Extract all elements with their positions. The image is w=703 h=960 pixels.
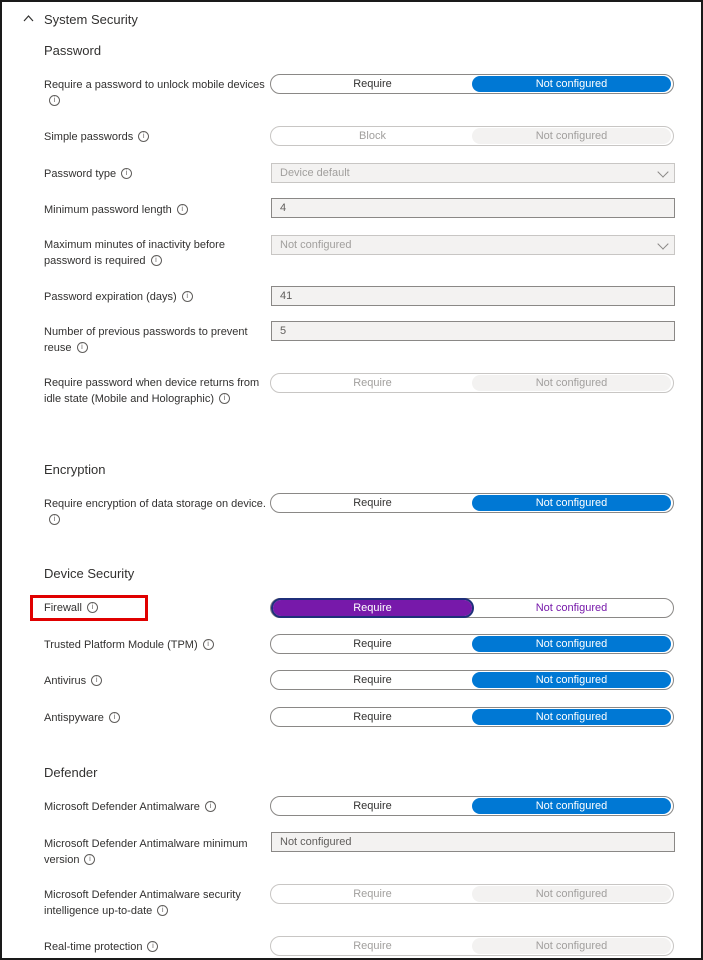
password-heading: Password xyxy=(44,43,102,58)
tpm-label: Trusted Platform Module (TPM) i xyxy=(44,637,266,653)
require-option[interactable]: Require xyxy=(353,800,392,812)
max-inactivity-value: Not configured xyxy=(280,239,352,251)
not-configured-option: Not configured xyxy=(472,128,671,144)
require-option: Require xyxy=(353,888,392,900)
password-type-label: Password type i xyxy=(44,166,266,182)
not-configured-option[interactable]: Not configured xyxy=(472,672,671,688)
antispyware-toggle[interactable] xyxy=(270,707,674,727)
require-idle-toggle xyxy=(270,373,674,393)
info-icon[interactable]: i xyxy=(205,801,216,812)
not-configured-option: Not configured xyxy=(472,938,671,954)
info-icon[interactable]: i xyxy=(138,131,149,142)
defender-antimalware-label: Microsoft Defender Antimalware i xyxy=(44,799,266,815)
antispyware-label: Antispyware i xyxy=(44,710,266,726)
not-configured-option[interactable]: Not configured xyxy=(472,798,671,814)
require-option[interactable]: Require xyxy=(273,600,472,616)
not-configured-option[interactable]: Not configured xyxy=(472,709,671,725)
require-password-toggle[interactable] xyxy=(270,74,674,94)
defender-heading: Defender xyxy=(44,765,98,780)
require-option: Require xyxy=(353,377,392,389)
firewall-toggle[interactable] xyxy=(270,598,674,618)
info-icon[interactable]: i xyxy=(177,204,188,215)
password-type-dropdown xyxy=(271,163,675,183)
defender-min-version-label: Microsoft Defender Antimalware minimum version i xyxy=(44,838,248,866)
info-icon[interactable]: i xyxy=(87,602,98,613)
realtime-protection-label: Real-time protection i xyxy=(44,939,266,955)
encryption-heading: Encryption xyxy=(44,462,106,477)
defender-antimalware-toggle[interactable] xyxy=(270,796,674,816)
defender-security-intel-label: Microsoft Defender Antimalware security intelligence up-to-date i xyxy=(44,889,241,917)
info-icon[interactable]: i xyxy=(151,255,162,266)
section-title: System Security xyxy=(44,11,138,27)
previous-passwords-label: Number of previous passwords to prevent reuse i xyxy=(44,326,248,354)
simple-passwords-label: Simple passwords i xyxy=(44,129,266,145)
info-icon[interactable]: i xyxy=(91,675,102,686)
antivirus-label: Antivirus i xyxy=(44,673,266,689)
require-password-label: Require a password to unlock mobile devicesi xyxy=(44,79,265,104)
not-configured-option[interactable]: Not configured xyxy=(472,76,671,92)
simple-passwords-toggle xyxy=(270,126,674,146)
defender-min-version-input[interactable]: Not configured xyxy=(271,832,675,852)
min-length-label: Minimum password length i xyxy=(44,202,266,218)
info-icon[interactable]: i xyxy=(121,168,132,179)
info-icon[interactable]: i xyxy=(182,291,193,302)
require-option[interactable]: Require xyxy=(353,711,392,723)
chevron-up-icon[interactable] xyxy=(22,13,34,25)
encryption-label: Require encryption of data storage on device.i xyxy=(44,498,266,523)
not-configured-option: Not configured xyxy=(472,375,671,391)
firewall-label: Firewall i xyxy=(44,600,266,616)
not-configured-option[interactable]: Not configured xyxy=(472,636,671,652)
block-option: Block xyxy=(359,130,386,142)
password-type-value: Device default xyxy=(280,167,350,179)
max-inactivity-dropdown xyxy=(271,235,675,255)
info-icon[interactable]: i xyxy=(84,854,95,865)
previous-passwords-input: 5 xyxy=(271,321,675,341)
info-icon[interactable]: i xyxy=(49,514,60,525)
antivirus-toggle[interactable] xyxy=(270,670,674,690)
defender-security-intel-toggle xyxy=(270,884,674,904)
chevron-down-icon xyxy=(657,238,668,249)
min-length-input: 4 xyxy=(271,198,675,218)
not-configured-option[interactable]: Not configured xyxy=(472,495,671,511)
info-icon[interactable]: i xyxy=(219,393,230,404)
require-option[interactable]: Require xyxy=(353,674,392,686)
info-icon[interactable]: i xyxy=(203,639,214,650)
tpm-toggle[interactable] xyxy=(270,634,674,654)
password-expiration-input: 41 xyxy=(271,286,675,306)
info-icon[interactable]: i xyxy=(157,905,168,916)
password-expiration-label: Password expiration (days) i xyxy=(44,289,266,305)
max-inactivity-label: Maximum minutes of inactivity before password is required i xyxy=(44,239,225,267)
chevron-down-icon xyxy=(657,166,668,177)
info-icon[interactable]: i xyxy=(147,941,158,952)
require-option: Require xyxy=(353,940,392,952)
info-icon[interactable]: i xyxy=(109,712,120,723)
require-option[interactable]: Require xyxy=(353,497,392,509)
device-security-heading: Device Security xyxy=(44,566,135,581)
require-option[interactable]: Require xyxy=(353,638,392,650)
encryption-toggle[interactable] xyxy=(270,493,674,513)
realtime-protection-toggle xyxy=(270,936,674,956)
require-option[interactable]: Require xyxy=(353,78,392,90)
info-icon[interactable]: i xyxy=(77,342,88,353)
not-configured-option[interactable]: Not configured xyxy=(535,602,608,614)
section-header[interactable] xyxy=(22,10,138,28)
require-idle-label: Require password when device returns from idle state (Mobile and Holographic) i xyxy=(44,377,260,405)
info-icon[interactable]: i xyxy=(49,95,60,106)
not-configured-option: Not configured xyxy=(472,886,671,902)
